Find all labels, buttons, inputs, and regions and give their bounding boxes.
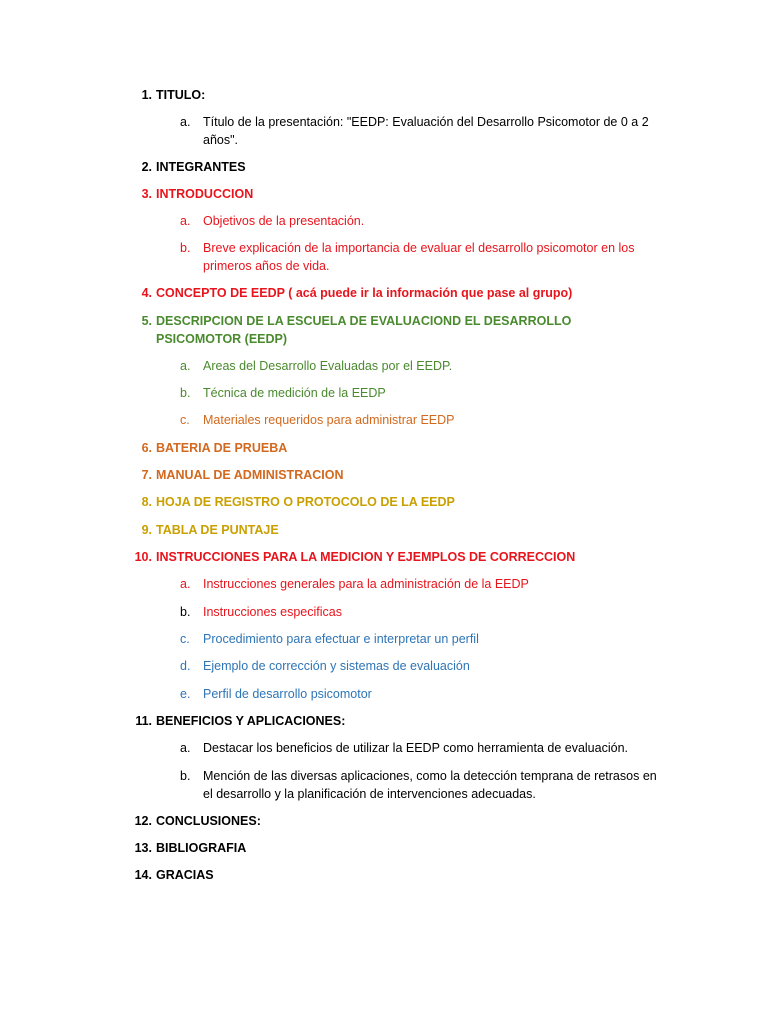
item-number: 10.	[134, 550, 152, 564]
subitem-text: Objetivos de la presentación.	[203, 214, 365, 228]
item-title: BENEFICIOS Y APLICACIONES:	[156, 714, 346, 728]
outline-item	[134, 548, 646, 566]
outline-item	[141, 493, 646, 511]
subitem-letter: b.	[180, 386, 191, 400]
outline-subitem	[180, 239, 663, 275]
subitem-letter: a.	[180, 214, 191, 228]
item-number: 14.	[134, 868, 152, 882]
outline-subitem	[180, 113, 663, 149]
subitem-text: Destacar los beneficios de utilizar la EEDP como herramienta de evaluación.	[203, 741, 628, 755]
subitem-letter: c.	[180, 632, 190, 646]
item-number: 9.	[141, 523, 152, 537]
item-number: 4.	[141, 286, 152, 300]
item-title: CONCEPTO DE EEDP ( acá puede ir la información que pase al grupo)	[156, 286, 573, 300]
outline-subitem	[180, 384, 663, 402]
outline-item	[141, 158, 646, 176]
item-number: 7.	[141, 468, 152, 482]
subitem-text: Perfil de desarrollo psicomotor	[203, 687, 372, 701]
outline-subitem	[180, 212, 663, 230]
outline-subitem	[180, 657, 663, 675]
outline-item	[134, 812, 646, 830]
outline-item	[141, 466, 646, 484]
outline-subitem	[180, 357, 663, 375]
outline-subitem	[180, 767, 663, 803]
subitem-letter: d.	[180, 659, 191, 673]
outline-item	[141, 312, 646, 348]
subitem-letter: b.	[180, 605, 191, 619]
item-number: 1.	[141, 88, 152, 102]
subitem-text: Instrucciones generales para la administración de la EEDP	[203, 577, 529, 591]
item-number: 11.	[135, 714, 152, 728]
item-title: BATERIA DE PRUEBA	[156, 441, 288, 455]
item-title: INSTRUCCIONES PARA LA MEDICION Y EJEMPLOS DE CORRECCION	[156, 550, 576, 564]
outline-item	[141, 86, 646, 104]
subitem-letter: b.	[180, 769, 191, 783]
subitem-text: Título de la presentación: "EEDP: Evaluación del Desarrollo Psicomotor de 0 a 2 años".	[203, 115, 649, 147]
item-number: 12.	[134, 814, 152, 828]
outline-item	[134, 839, 646, 857]
subitem-text: Areas del Desarrollo Evaluadas por el EEDP.	[203, 359, 453, 373]
subitem-letter: b.	[180, 241, 191, 255]
item-title: DESCRIPCION DE LA ESCUELA DE EVALUACIOND EL DESARROLLO PSICOMOTOR (EEDP)	[156, 314, 572, 346]
outline-subitem	[180, 575, 663, 593]
outline-item	[134, 866, 646, 884]
item-title: INTEGRANTES	[156, 160, 246, 174]
subitem-letter: e.	[180, 687, 191, 701]
outline-item	[141, 284, 646, 302]
outline-subitem	[180, 739, 663, 757]
subitem-text: Instrucciones especificas	[203, 605, 342, 619]
item-title: INTRODUCCION	[156, 187, 254, 201]
outline-item	[141, 521, 646, 539]
item-number: 8.	[141, 495, 152, 509]
outline-subitem	[180, 630, 663, 648]
outline-item	[135, 712, 646, 730]
outline-item	[141, 185, 646, 203]
subitem-letter: c.	[180, 413, 190, 427]
item-number: 5.	[141, 314, 152, 328]
subitem-text: Materiales requeridos para administrar EEDP	[203, 413, 455, 427]
item-title: CONCLUSIONES:	[156, 814, 261, 828]
subitem-letter: a.	[180, 115, 191, 129]
outline-subitem	[180, 411, 663, 429]
item-title: TITULO:	[156, 88, 206, 102]
outline-item	[141, 439, 646, 457]
subitem-text: Mención de las diversas aplicaciones, como la detección temprana de retrasos en el desarrollo y la planificación de intervenciones adecuadas.	[203, 769, 657, 801]
subitem-letter: a.	[180, 577, 191, 591]
item-title: TABLA DE PUNTAJE	[156, 523, 279, 537]
subitem-letter: a.	[180, 741, 191, 755]
item-title: MANUAL DE ADMINISTRACION	[156, 468, 344, 482]
subitem-text: Breve explicación de la importancia de evaluar el desarrollo psicomotor en los primeros años de vida.	[203, 241, 635, 273]
subitem-text: Procedimiento para efectuar e interpretar un perfil	[203, 632, 479, 646]
item-title: HOJA DE REGISTRO O PROTOCOLO DE LA EEDP	[156, 495, 455, 509]
outline-subitem	[180, 685, 663, 703]
item-title: GRACIAS	[156, 868, 214, 882]
item-number: 6.	[141, 441, 152, 455]
subitem-text: Técnica de medición de la EEDP	[203, 386, 386, 400]
item-title: BIBLIOGRAFIA	[156, 841, 247, 855]
subitem-text: Ejemplo de corrección y sistemas de evaluación	[203, 659, 470, 673]
outline-subitem	[180, 603, 663, 621]
item-number: 3.	[141, 187, 152, 201]
subitem-letter: a.	[180, 359, 191, 373]
item-number: 13.	[134, 841, 152, 855]
item-number: 2.	[141, 160, 152, 174]
